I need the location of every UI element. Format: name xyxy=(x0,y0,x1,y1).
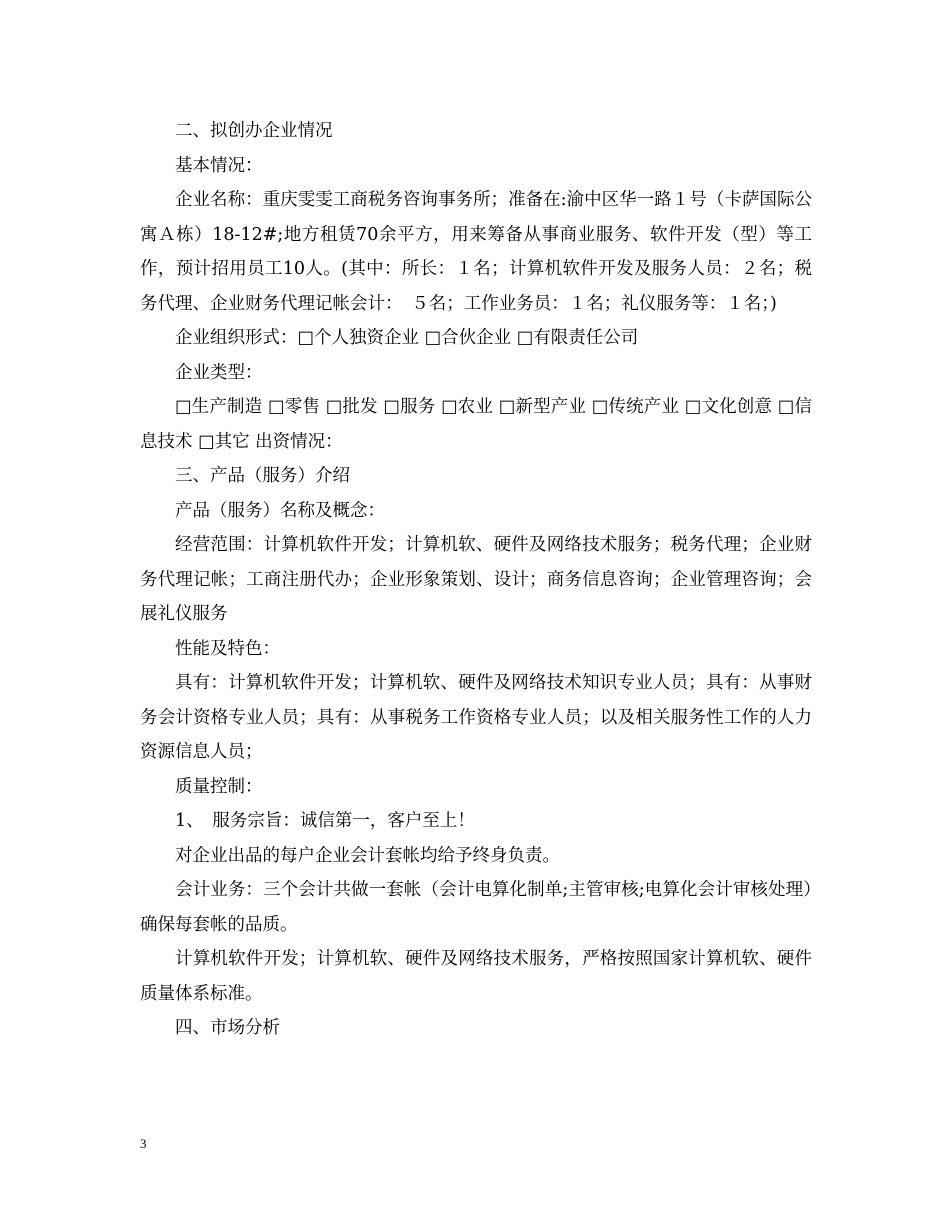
section-heading-company: 二、拟创办企业情况 xyxy=(175,121,333,141)
subheading-features: 性能及特色： xyxy=(175,638,280,659)
section-heading-products: 三、产品（服务）介绍 xyxy=(175,466,350,486)
subheading-quality-control: 质量控制： xyxy=(175,776,263,797)
paragraph-accounting: 会计业务：三个会计共做一套帐（会计电算化制单;主管审核;电算化会计审核处理）确保每套帐的品质。 xyxy=(140,880,812,935)
paragraph-software-standards: 计算机软件开发；计算机软、硬件及网络技术服务，严格按照国家计算机软、硬件质量体系标准。 xyxy=(140,949,812,1004)
document-body xyxy=(140,114,812,1046)
paragraph-org-form: 企业组织形式：□个人独资企业 □合伙企业 □有限责任公司 xyxy=(175,328,639,348)
paragraph-responsibility: 对企业出品的每户企业会计套帐均给予终身负责。 xyxy=(175,845,560,866)
page-number: 3 xyxy=(140,1136,147,1151)
paragraph-business-scope: 经营范围：计算机软件开发；计算机软、硬件及网络技术服务；税务代理；企业财务代理记帐；工商注册代办；企业形象策划、设计；商务信息咨询；企业管理咨询；会展礼仪服务 xyxy=(140,535,812,624)
paragraph-company-name: 企业名称：重庆雯雯工商税务咨询事务所；准备在:渝中区华一路１号（卡萨国际公寓Ａ栋）18-12#;地方租赁70余平方，用来筹备从事商业服务、软件开发（型）等工作，预计招用员工10人。(其中：所长：１名；计算机软件开发及服务人员：２名；税务代理、企业财务代理记帐会计： ５名；工作业务员：１名；礼仪服务等：１名；) xyxy=(140,190,812,314)
paragraph-service-purpose: 1、 服务宗旨：诚信第一，客户至上！ xyxy=(175,811,475,831)
subheading-product-name: 产品（服务）名称及概念： xyxy=(175,500,385,521)
section-heading-market: 四、市场分析 xyxy=(175,1018,280,1038)
subheading-basic-info: 基本情况： xyxy=(175,155,263,176)
subheading-company-type: 企业类型： xyxy=(175,362,263,383)
paragraph-company-type-options: □生产制造 □零售 □批发 □服务 □农业 □新型产业 □传统产业 □文化创意 □信息技术 □其它 出资情况： xyxy=(140,397,812,452)
paragraph-features: 具有：计算机软件开发；计算机软、硬件及网络技术知识专业人员；具有：从事财务会计资格专业人员；具有：从事税务工作资格专业人员；以及相关服务性工作的人力资源信息人员； xyxy=(140,673,812,762)
